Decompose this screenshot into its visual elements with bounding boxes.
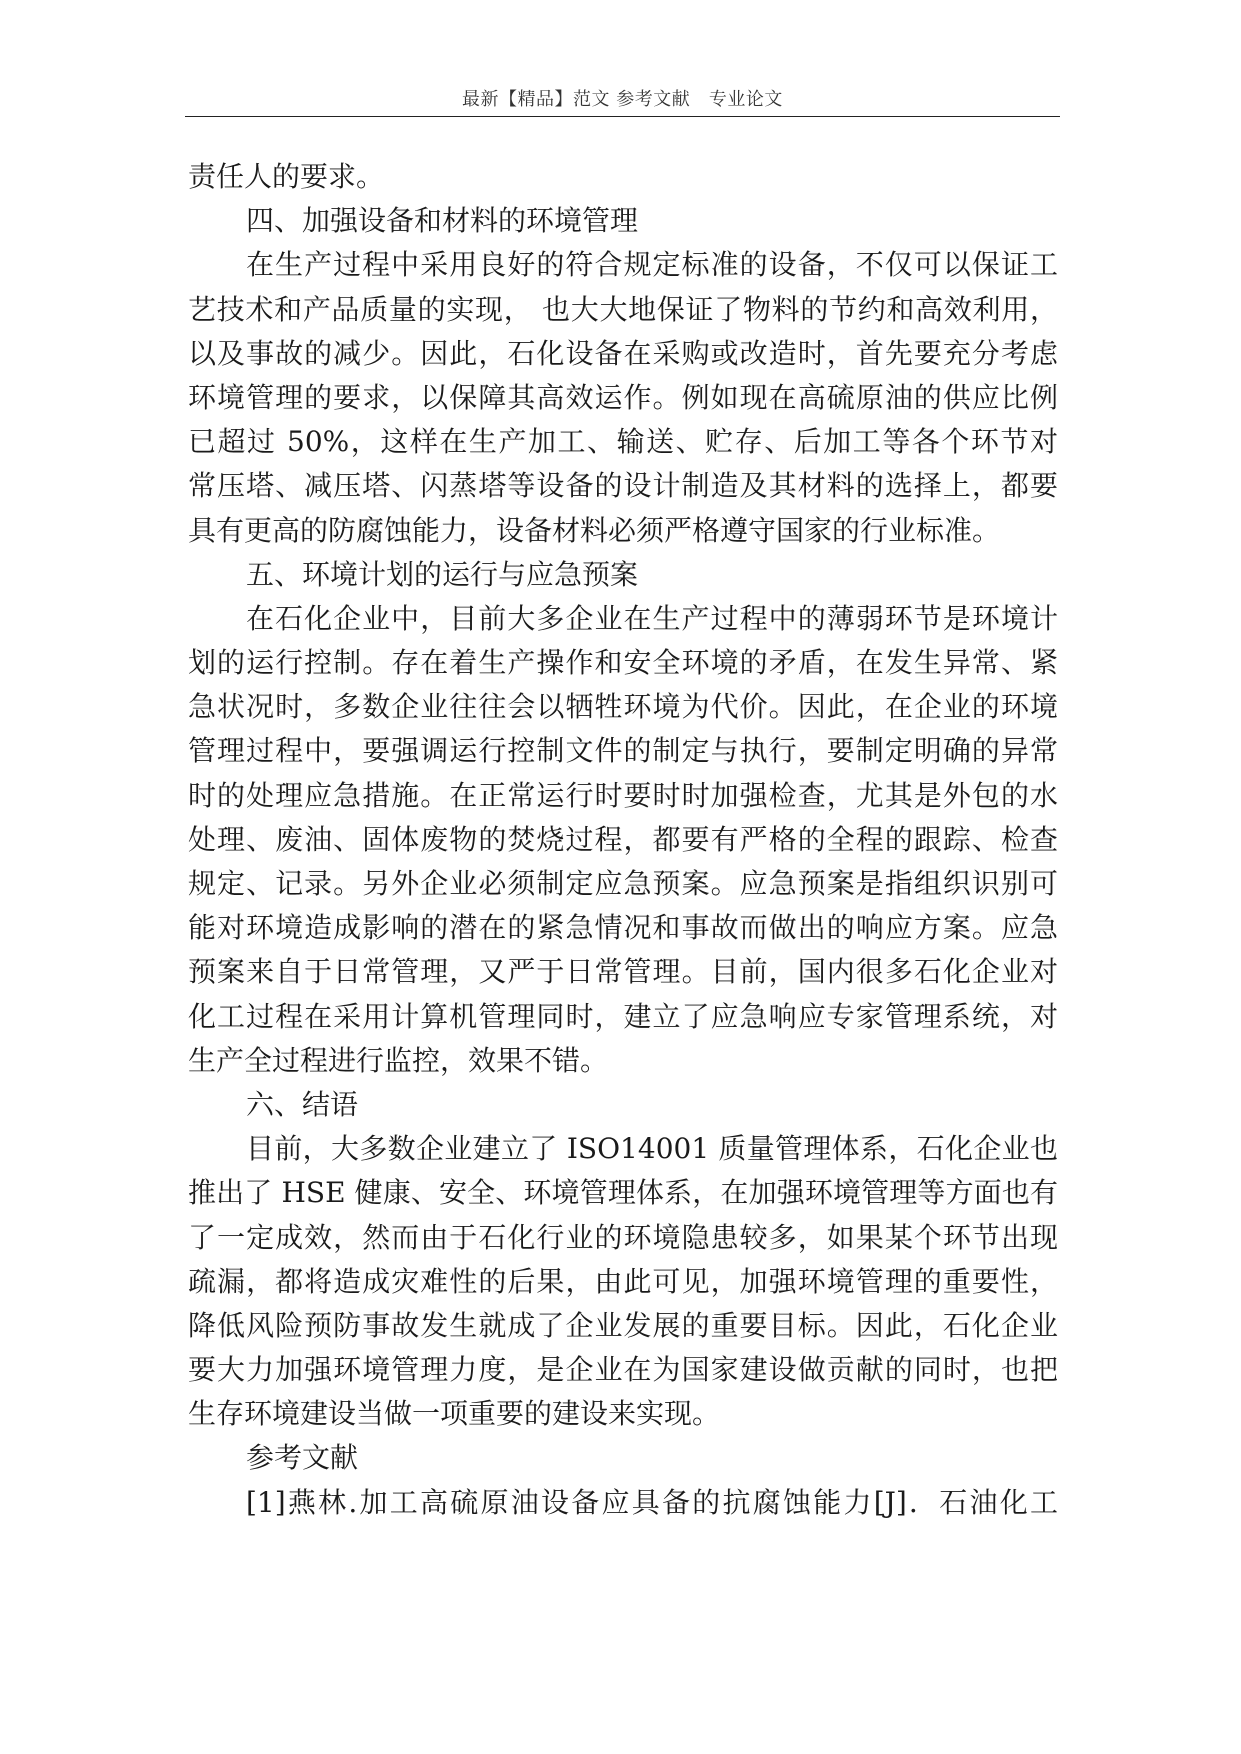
page-header: 最新【精品】范文 参考文献 专业论文 (185, 86, 1060, 117)
text-line: 五、环境计划的运行与应急预案 (246, 557, 639, 591)
text-line: 生存环境建设当做一项重要的建设来实现。 (188, 1397, 721, 1431)
text-line: 规定、记录。另外企业必须制定应急预案。应急预案是指组织识别可 (188, 867, 1058, 900)
text-line: 责任人的要求。 (188, 160, 385, 193)
text-line: 急状况时，多数企业往往会以牺牲环境为代价。因此，在企业的环境 (188, 690, 1058, 724)
text-line: 四、加强设备和材料的环境管理 (246, 204, 639, 238)
text-line: 环境管理的要求，以保障其高效运作。例如现在高硫原油的供应比例 (188, 380, 1058, 414)
text-line: 生产全过程进行监控，效果不错。 (188, 1043, 609, 1077)
text-line: 处理、废油、固体废物的焚烧过程，都要有严格的全程的跟踪、检查 (188, 822, 1058, 856)
text-line: 已超过 50%，这样在生产加工、输送、贮存、后加工等各个环节对 (188, 425, 1058, 459)
text-line: 在石化企业中，目前大多企业在生产过程中的薄弱环节是环境计 (246, 601, 1058, 635)
text-line: 在生产过程中采用良好的符合规定标准的设备，不仅可以保证工 (246, 248, 1058, 282)
text-line: 管理过程中，要强调运行控制文件的制定与执行，要制定明确的异常 (188, 734, 1058, 768)
text-line: 预案来自于日常管理，又严于日常管理。目前，国内很多石化企业对 (188, 955, 1058, 989)
text-line: 目前，大多数企业建立了 ISO14001 质量管理体系，石化企业也 (246, 1132, 1058, 1166)
text-line: 艺技术和产品质量的实现， 也大大地保证了物料的节约和高效利用， (188, 292, 1058, 326)
text-line: 时的处理应急措施。在正常运行时要时时加强检查，尤其是外包的水 (188, 778, 1058, 812)
text-line: 常压塔、减压塔、闪蒸塔等设备的设计制造及其材料的选择上，都要 (188, 469, 1058, 503)
text-line: [1]燕林.加工高硫原油设备应具备的抗腐蚀能力[J]．石油化工 (246, 1485, 1058, 1519)
text-line: 疏漏，都将造成灾难性的后果，由此可见，加强环境管理的重要性， (188, 1264, 1058, 1298)
text-line: 要大力加强环境管理力度，是企业在为国家建设做贡献的同时，也把 (188, 1353, 1058, 1387)
text-line: 具有更高的防腐蚀能力，设备材料必须严格遵守国家的行业标准。 (188, 513, 1001, 547)
text-line: 以及事故的减少。因此，石化设备在采购或改造时，首先要充分考虑 (188, 336, 1058, 370)
text-line: 能对环境造成影响的潜在的紧急情况和事故而做出的响应方案。应急 (188, 911, 1058, 945)
text-line: 降低风险预防事故发生就成了企业发展的重要目标。因此，石化企业 (188, 1308, 1058, 1342)
text-line: 推出了 HSE 健康、安全、环境管理体系，在加强环境管理等方面也有 (188, 1176, 1058, 1210)
document-body (188, 155, 1058, 1525)
text-line: 了一定成效，然而由于石化行业的环境隐患较多，如果某个环节出现 (188, 1220, 1058, 1254)
text-line: 六、结语 (246, 1087, 359, 1121)
text-line: 化工过程在采用计算机管理同时，建立了应急响应专家管理系统，对 (188, 999, 1058, 1033)
text-line: 参考文献 (246, 1441, 359, 1475)
text-line: 划的运行控制。存在着生产操作和安全环境的矛盾，在发生异常、紧 (188, 646, 1058, 680)
